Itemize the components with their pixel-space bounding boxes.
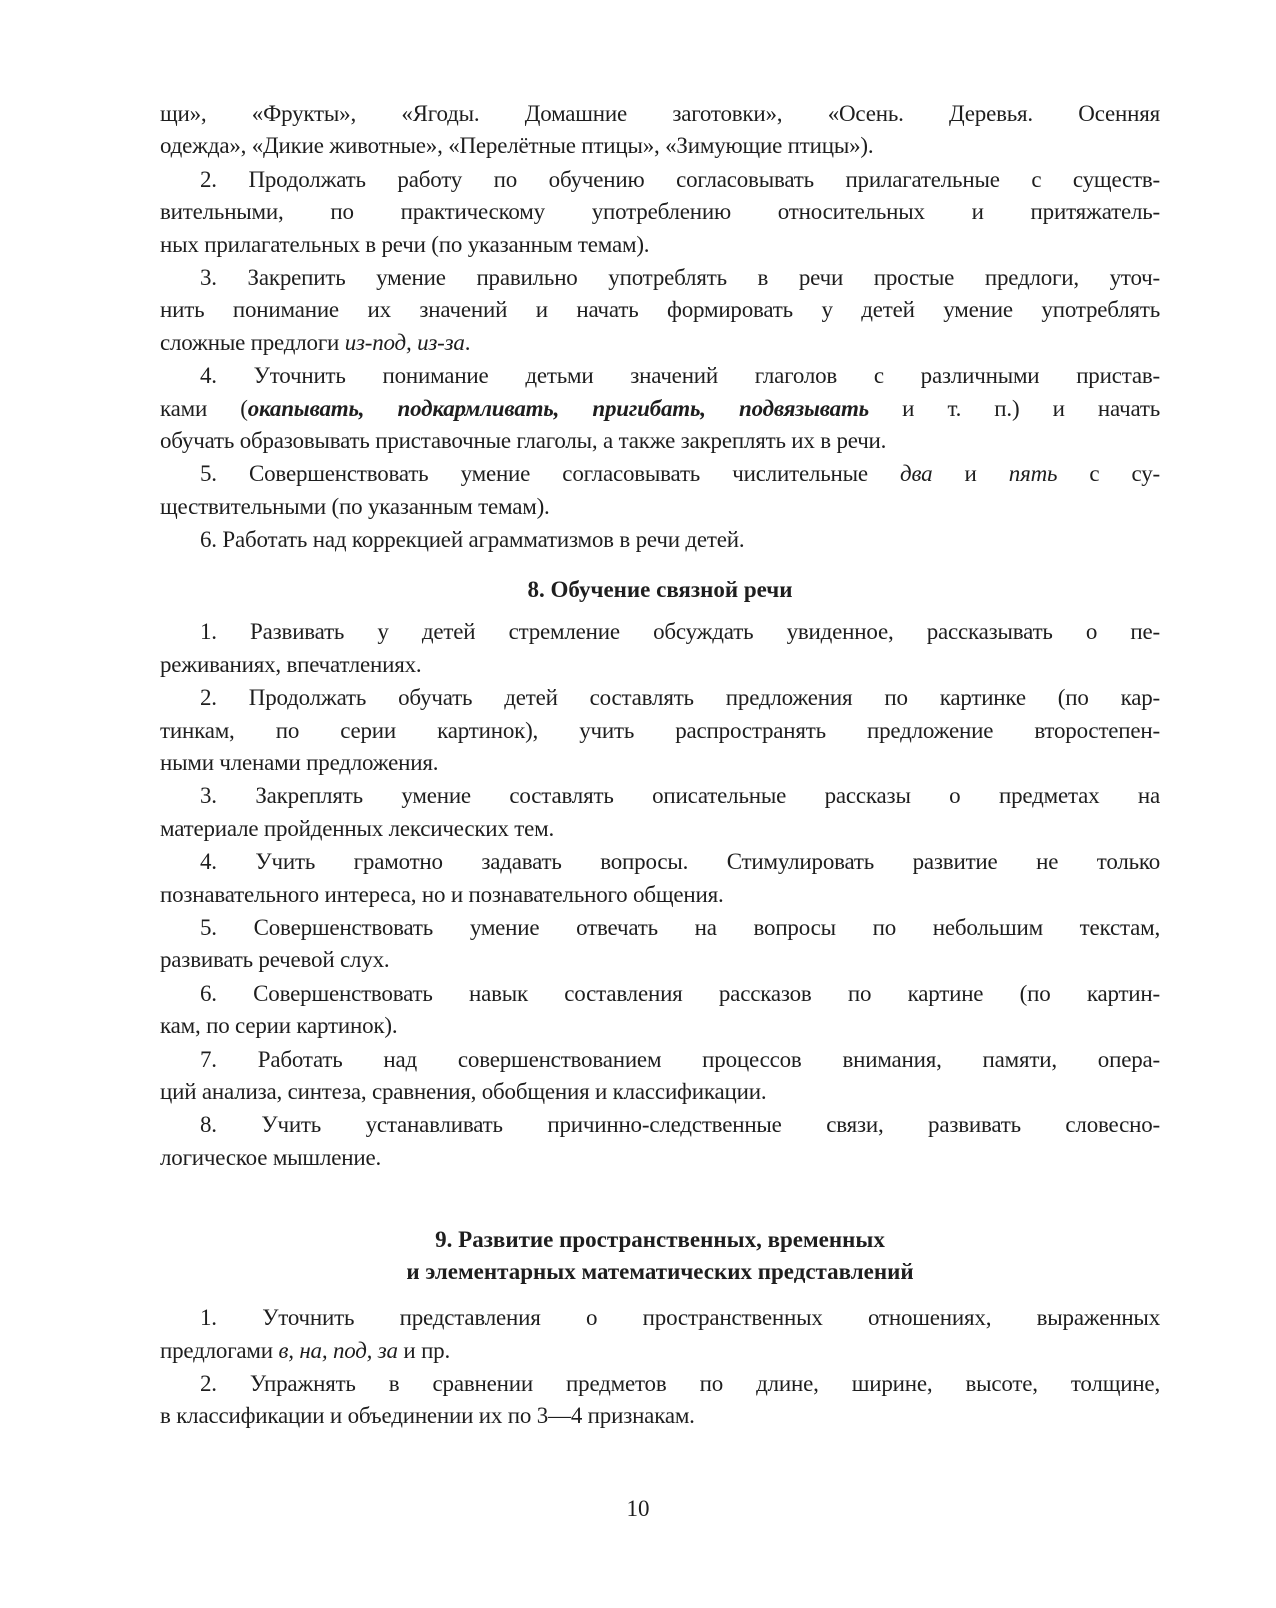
text-line: развивать речевой слух. [160,947,390,973]
text-line: 3. Закрепить умение правильно употреблять в речи простые предлоги, уточ- [200,264,1160,290]
paragraph [160,262,1160,359]
text-line: щи», «Фрукты», «Ягоды. Домашние заготовки», «Осень. Деревья. Осенняя [160,101,1160,126]
page-number: 10 [626,1496,650,1521]
text-line: ных прилагательных в речи (по указанным темам). [160,231,650,257]
paragraph [160,458,1160,523]
text-line: 6. Работать над коррекцией аграмматизмов в речи детей. [200,527,745,553]
text-line: 2. Продолжать обучать детей составлять предложения по картинке (по кар- [200,685,1160,711]
text-line: материале пройденных лексических тем. [160,815,555,841]
text-line: 3. Закреплять умение составлять описательные рассказы о предметах на [200,783,1160,809]
paragraph [160,1109,1160,1174]
text-line: познавательного интереса, но и познавательного общения. [160,881,724,907]
text-line: нить понимание их значений и начать формировать у детей умение употреблять [160,297,1160,323]
text-line: 2. Продолжать работу по обучению согласовывать прилагательные с существ- [200,166,1160,192]
text-line: ций анализа, синтеза, сравнения, обобщения и классификации. [160,1078,767,1104]
paragraph [160,1044,1160,1109]
text-line: 4. Учить грамотно задавать вопросы. Стимулировать развитие не только [200,849,1160,875]
text-line: реживаниях, впечатлениях. [160,651,422,677]
paragraph [160,846,1160,911]
paragraph [160,682,1160,779]
section-9-body [160,1302,1160,1433]
text-line: 1. Уточнить представления о пространственных отношениях, выраженных [200,1305,1160,1331]
text-line: 5. Совершенствовать умение согласовывать числительные два и пять с су- [200,461,1160,487]
text-line: 5. Совершенствовать умение отвечать на вопросы по небольшим текстам, [200,914,1160,940]
section-9-heading-line: и элементарных математических представлений [406,1259,914,1285]
section-8-heading: 8. Обучение связной речи [527,577,793,603]
document-page [160,98,1160,1434]
text-line: 4. Уточнить понимание детьми значений глаголов с различными пристав- [200,363,1160,389]
text-line: логическое мышление. [160,1144,382,1170]
paragraph [160,98,1160,163]
paragraph [160,360,1160,457]
paragraph [160,912,1160,977]
text-line: сложные предлоги из-под, из-за. [160,329,471,355]
text-line: предлогами в, на, под, за и пр. [160,1337,451,1363]
text-line: тинкам, по серии картинок), учить распространять предложение второстепен- [160,717,1160,743]
text-line: 6. Совершенствовать навык составления рассказов по картине (по картин- [200,980,1160,1006]
paragraph [160,1302,1160,1367]
text-line: ками (окапывать, подкармливать, пригибать, подвязывать и т. п.) и начать [160,395,1160,421]
text-line: обучать образовывать приставочные глаголы, а также закреплять их в речи. [160,427,887,453]
section-8-body [160,616,1160,1174]
text-line: ществительными (по указанным темам). [160,493,550,519]
paragraph [160,616,1160,681]
paragraph [160,1368,1160,1433]
text-line: 1. Развивать у детей стремление обсуждать увиденное, рассказывать о пе- [200,619,1160,645]
section-9-heading [160,1224,1160,1288]
paragraph [160,164,1160,261]
text-line: одежда», «Дикие животные», «Перелётные птицы», «Зимующие птицы»). [160,133,874,159]
section-9-heading-line: 9. Развитие пространственных, временных [435,1227,885,1253]
text-line: кам, по серии картинок). [160,1013,398,1039]
text-line: в классификации и объединении их по 3—4 признакам. [160,1403,695,1429]
text-line: ными членами предложения. [160,750,439,776]
paragraph [160,780,1160,845]
text-line: вительными, по практическому употреблению относительных и притяжатель- [160,199,1160,225]
text-line: 7. Работать над совершенствованием процессов внимания, памяти, опера- [200,1046,1160,1072]
paragraph [160,524,1160,556]
text-line: 2. Упражнять в сравнении предметов по длине, ширине, высоте, толщине, [200,1370,1160,1396]
intro-section [160,98,1160,556]
text-line: 8. Учить устанавливать причинно-следственные связи, развивать словесно- [200,1112,1160,1138]
paragraph [160,978,1160,1043]
